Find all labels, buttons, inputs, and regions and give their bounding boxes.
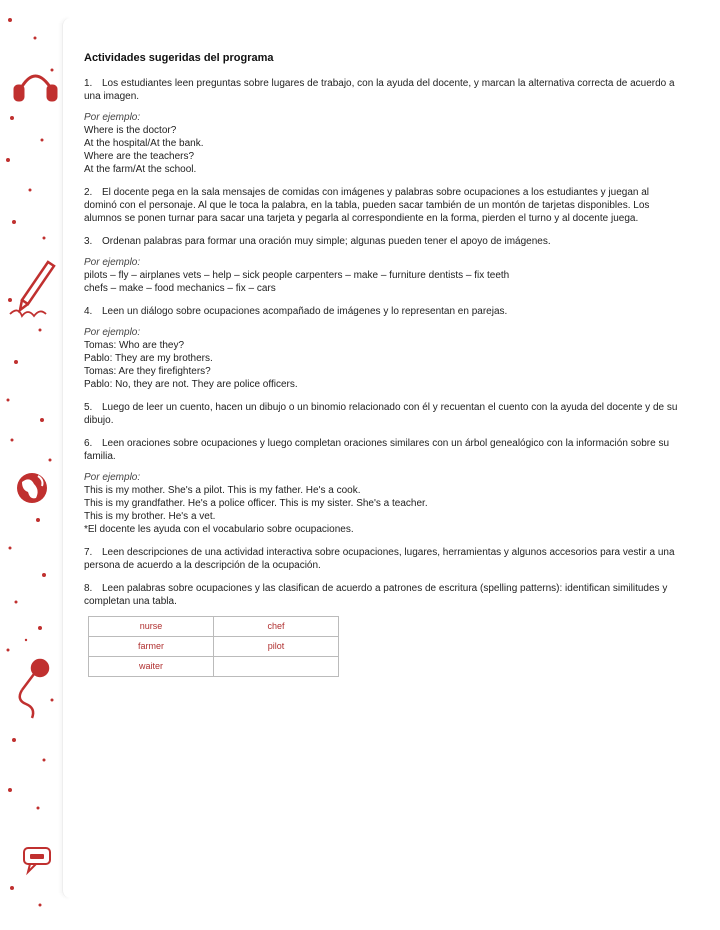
table-cell: waiter <box>89 657 214 677</box>
activity-description: Leen palabras sobre ocupaciones y las clasifican de acuerdo a patrones de escritura (spelling patterns): identifican similitudes y completan una tabla. <box>84 583 668 607</box>
page-title: Actividades sugeridas del programa <box>84 52 274 64</box>
activity-number: 4. <box>84 306 93 317</box>
example-line: pilots – fly – airplanes vets – help – sick people carpenters – make – furniture dentists – fix teeth <box>84 270 510 281</box>
activity-number: 8. <box>84 583 93 594</box>
decorative-dots <box>6 18 54 907</box>
activity-number: 5. <box>84 402 93 413</box>
table-cell: pilot <box>214 637 339 657</box>
spelling-table <box>88 616 339 677</box>
activity-number: 2. <box>84 187 93 198</box>
decorative-sidebar <box>0 0 70 930</box>
example-line: Tomas: Who are they? <box>84 340 185 351</box>
activity-description: Leen descripciones de una actividad interactiva sobre ocupaciones, lugares, herramientas y algunos accesorios para vestir a una persona de acuerdo a la descripción de la ocupación. <box>84 547 675 571</box>
example-label: Por ejemplo: <box>84 112 141 123</box>
activity-3 <box>84 235 684 295</box>
page-edge <box>62 18 71 898</box>
activity-7 <box>84 546 684 572</box>
speech-bubble-icon <box>24 848 50 872</box>
activity-5 <box>84 401 684 427</box>
activity-description: Leen un diálogo sobre ocupaciones acompañado de imágenes y lo representan en parejas. <box>102 306 508 317</box>
example-line: At the farm/At the school. <box>84 164 197 175</box>
globe-icon <box>17 473 47 503</box>
table-row <box>89 657 339 677</box>
activity-8 <box>84 582 684 677</box>
activity-number: 3. <box>84 236 93 247</box>
example-line: Pablo: No, they are not. They are police officers. <box>84 379 298 390</box>
activity-description: Los estudiantes leen preguntas sobre lugares de trabajo, con la ayuda del docente, y marcan la alternativa correcta de acuerdo a una imagen. <box>84 78 675 102</box>
headphones-icon <box>15 76 56 100</box>
example-line: This is my mother. She's a pilot. This is my father. He's a cook. <box>84 485 361 496</box>
example-line: This is my grandfather. He's a police officer. This is my sister. She's a teacher. <box>84 498 428 509</box>
activity-number: 6. <box>84 438 93 449</box>
example-line: Tomas: Are they firefighters? <box>84 366 211 377</box>
activity-text <box>84 546 684 572</box>
table-row <box>89 637 339 657</box>
microphone-icon <box>20 660 48 718</box>
activity-text <box>84 305 684 318</box>
activity-text <box>84 401 684 427</box>
sidebar-decorations <box>0 0 70 930</box>
pencil-icon <box>10 262 54 316</box>
table-cell: farmer <box>89 637 214 657</box>
activity-description: Leen oraciones sobre ocupaciones y luego completan oraciones similares con un árbol genealógico con la información sobre su familia. <box>84 438 670 462</box>
activity-number: 7. <box>84 547 93 558</box>
example-label: Por ejemplo: <box>84 472 141 483</box>
table-row <box>89 617 339 637</box>
activity-text <box>84 77 684 103</box>
activity-text <box>84 437 684 463</box>
activity-number: 1. <box>84 78 93 89</box>
table-cell: nurse <box>89 617 214 637</box>
example-line: At the hospital/At the bank. <box>84 138 204 149</box>
activity-description: Luego de leer un cuento, hacen un dibujo o un binomio relacionado con él y recuentan el cuento con la ayuda del docente y de su dibujo. <box>84 402 678 426</box>
activity-1 <box>84 77 684 176</box>
example-line: Where is the doctor? <box>84 125 177 136</box>
example-label: Por ejemplo: <box>84 327 141 338</box>
table-cell <box>214 657 339 677</box>
example-line: Where are the teachers? <box>84 151 195 162</box>
activity-description: El docente pega en la sala mensajes de comidas con imágenes y palabras sobre ocupaciones a los estudiantes y juegan al dominó con el personaje. Al que le toca la palabra, en la tabla, pueden sacar también de un montón de tarjetas disponibles. Los alumnos se ponen turnar para sacar una tarjeta y pegarla al correspondiente en la forma, pierden el turno y al docente juega. <box>84 187 650 224</box>
example-line: This is my brother. He's a vet. <box>84 511 216 522</box>
document-body <box>84 52 684 687</box>
example-line: chefs – make – food mechanics – fix – cars <box>84 283 276 294</box>
example-label: Por ejemplo: <box>84 257 141 268</box>
activity-6 <box>84 437 684 536</box>
table-cell: chef <box>214 617 339 637</box>
activity-2 <box>84 186 684 225</box>
activity-text <box>84 235 684 248</box>
activity-4 <box>84 305 684 391</box>
example-line: Pablo: They are my brothers. <box>84 353 213 364</box>
activity-description: Ordenan palabras para formar una oración muy simple; algunas pueden tener el apoyo de imágenes. <box>102 236 551 247</box>
example-line: *El docente les ayuda con el vocabulario sobre ocupaciones. <box>84 524 354 535</box>
activity-text <box>84 186 684 225</box>
activity-text <box>84 582 684 608</box>
